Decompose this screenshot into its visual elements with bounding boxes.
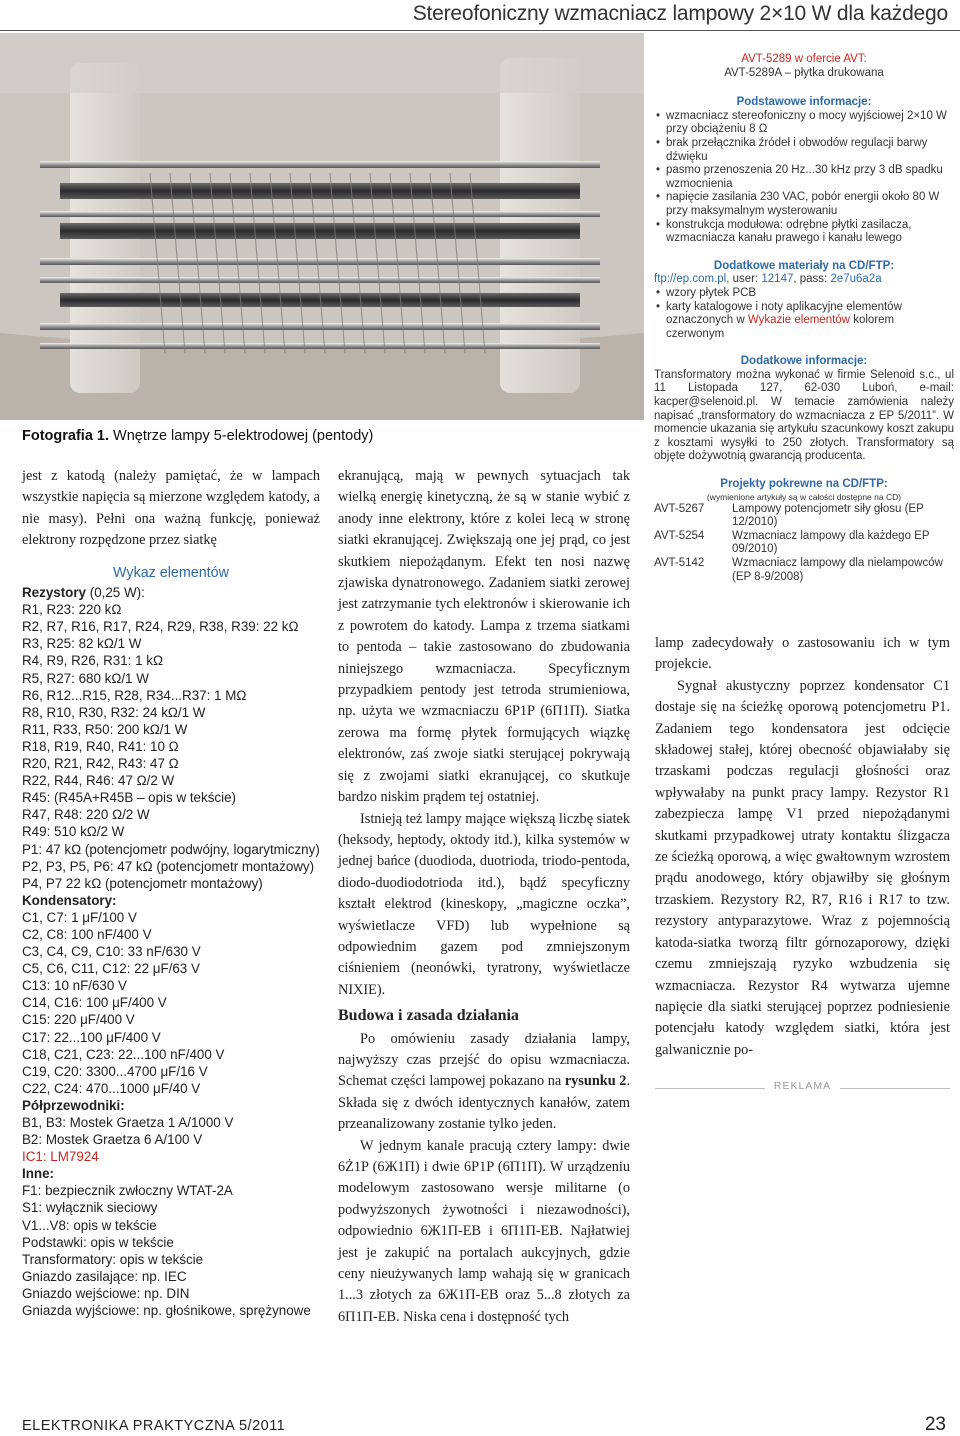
reklama-rule-right	[840, 1088, 950, 1089]
parts-category-heading	[22, 1097, 320, 1114]
avt-offer-heading: AVT-5289 w ofercie AVT:	[741, 53, 867, 65]
parts-line-text: V1...V8: opis w tekście	[22, 1217, 157, 1233]
parts-line-text: R11, R33, R50: 200 kΩ/1 W	[22, 721, 188, 737]
related-projects-heading: Projekty pokrewne na CD/FTP:	[720, 478, 888, 491]
parts-list-item	[22, 1080, 320, 1097]
parts-list-item	[22, 909, 320, 926]
col2-paragraph: Istnieją też lampy mające większą liczbę siatek (heksody, heptody, oktody itd.), kilka systemów w jednej bańce (duodioda, duotrioda, triodo-pentoda, diodo-duodiodotrioda itd.), bądź specyficzny kształt elektrod (kineskopy, „magiczne oczka”, wyświetlacze VFD) lub wypełnione są odpowiednim gazem pod zmniejszonym ciśnieniem (neonówki, tyratrony, wyświetlacze NIXIE).	[338, 810, 630, 998]
parts-list-item	[22, 618, 320, 635]
basic-info-heading: Podstawowe informacje:	[736, 96, 872, 109]
photo-caption	[22, 428, 373, 444]
additional-info-text: Transformatory można wykonać w firmie Selenoid s.c., ul 11 Listopada 127, 62-030 Luboń, e-mail: kacper@selenoid.pl. W temacie zamówienia należy napisać „transformatory do wzmacniacza z EP 5/2011”. W momencie ukazania się artykułu szacunkowy koszt zakupu z kosztami wysyłki to 250 złotych. Transformatory są objęte dożywotnią gwarancją producenta.	[654, 368, 954, 463]
figure-ref: rysunku 2	[564, 1073, 627, 1090]
section-heading: Budowa i zasada działania	[338, 1007, 519, 1025]
related-project-desc: Lampowy potencjometr siły głosu (EP 12/2010)	[732, 502, 924, 529]
parts-line-text: C19, C20: 3300...4700 μF/16 V	[22, 1063, 208, 1079]
caption-prefix: Fotografia 1.	[22, 428, 110, 444]
parts-list-item	[22, 1199, 320, 1216]
basic-info-item: • konstrukcja modułowa: odrębne płytki zasilacza, wzmacniacza kanału prawego i kanału lewego	[666, 219, 954, 246]
parts-line-text: R47, R48: 220 Ω/2 W	[22, 807, 150, 823]
parts-list	[22, 565, 320, 1319]
ftp-link[interactable]: ftp://ep.com.pl	[654, 273, 727, 286]
parts-line-text: Gniazdo wejściowe: np. DIN	[22, 1285, 190, 1301]
parts-list-item	[22, 1029, 320, 1046]
parts-list-item	[22, 1268, 320, 1285]
parts-line-text: IC1: LM7924	[22, 1149, 99, 1165]
parts-line-text: C15: 220 μF/400 V	[22, 1012, 135, 1028]
reklama-text: REKLAMA	[773, 1080, 832, 1092]
parts-line-text: C13: 10 nF/630 V	[22, 978, 127, 994]
parts-line-text: R4, R9, R26, R31: 1 kΩ	[22, 653, 164, 669]
related-project-row	[654, 557, 954, 584]
col3-paragraph: lamp zadecydowały o zastosowaniu ich w tym projekcie.	[655, 635, 950, 673]
parts-line-text: C3, C4, C9, C10: 33 nF/630 V	[22, 944, 201, 960]
extra-materials-item: • wzory płytek PCB	[666, 287, 954, 301]
parts-line-text: R20, R21, R42, R43: 47 Ω	[22, 756, 179, 772]
parts-line-text: Inne:	[22, 1166, 54, 1182]
column-3-text	[655, 633, 950, 1061]
parts-line-text: P4, P7 22 kΩ (potencjometr montażowy)	[22, 875, 263, 891]
extra-materials-item	[666, 301, 954, 342]
parts-list-item	[22, 1114, 320, 1131]
parts-line-suffix: (0,25 W):	[86, 585, 145, 601]
parts-list-item	[22, 1063, 320, 1080]
ftp-pass-label: , pass:	[793, 273, 831, 286]
parts-line-text: B1, B3: Mostek Graetza 1 A/1000 V	[22, 1115, 234, 1130]
parts-category-heading	[22, 1165, 320, 1182]
parts-line-text: R8, R10, R30, R32: 24 kΩ/1 W	[22, 704, 206, 720]
parts-list-item	[22, 721, 320, 738]
parts-list-item	[22, 738, 320, 755]
col2-paragraph	[338, 1029, 630, 1136]
parts-list-item	[22, 789, 320, 806]
col2-paragraph: ekranującą, mają w pewnych sytuacjach tak wielką energię kinetyczną, że są w stanie wybić z anody inne elektrony, które z kolei lecą w stronę siatki ekranującej. Zwiększają one jej prąd, co jest skutkiem niepożądanym. Efekt ten nosi nazwę zjawiska dynatronowego. Zadaniem siatki zerowej jest zatrzymanie tych elektronów i skierowanie ich z powrotem do katody. Lampa z trzema siatkami to pentoda – takie zastosowano do zbudowania niniejszego wzmacniacza. Specyficznym przypadkiem pentody jest tetroda strumieniowa, np. użyta we wzmacniaczu 6P1P (6П1П). Siatka zerowa ma formę płytek formujących wiązkę elektronów, zaś zwoje siatki sterującej pokrywają się z zwojami siatki ekranującej, co skutkuje bardzo niskim prądem tej ostatniej.	[338, 468, 630, 806]
parts-list-item	[22, 960, 320, 977]
related-project-row	[654, 503, 954, 530]
parts-category-heading	[22, 584, 320, 601]
related-projects-note: (wymienione artykuły są w całości dostępne na CD)	[706, 491, 902, 502]
parts-list-item	[22, 994, 320, 1011]
parts-list-item	[22, 806, 320, 823]
parts-list-title: Wykaz elementów	[113, 565, 229, 581]
parts-line-text: Transformatory: opis w tekście	[22, 1251, 204, 1267]
parts-list-item	[22, 823, 320, 840]
parts-list-item	[22, 652, 320, 669]
related-projects-table	[654, 503, 954, 585]
parts-line-text: C22, C24: 470...1000 μF/40 V	[22, 1080, 201, 1096]
related-project-row	[654, 530, 954, 557]
related-project-desc: Wzmacniacz lampowy dla nielampowców (EP 8-9/2008)	[732, 557, 943, 583]
header-rule	[0, 30, 960, 31]
parts-list-item	[22, 943, 320, 960]
parts-list-item	[22, 875, 320, 892]
parts-list-item	[22, 1302, 320, 1319]
parts-line-text: Gniazda wyjściowe: np. głośnikowe, sprężynowe	[22, 1303, 311, 1319]
parts-list-item	[22, 841, 320, 858]
parts-list-item	[22, 858, 320, 875]
parts-line-text: P2, P3, P5, P6: 47 kΩ (potencjometr montażowy)	[22, 858, 315, 874]
column-1-text: jest z katodą (należy pamiętać, że w lampach wszystkie napięcia są mierzone względem katody, a nie masy). Pełni ona ważną funkcję, ponieważ elektrony rozpędzone przez siatkę	[22, 468, 320, 549]
tube-interior-photo	[0, 33, 644, 420]
parts-line-text: Półprzewodniki:	[22, 1097, 125, 1113]
parts-line-text: P1: 47 kΩ (potencjometr podwójny, logarytmiczny)	[22, 841, 320, 857]
parts-line-text: F1: bezpiecznik zwłoczny WTAT-2A	[22, 1183, 233, 1199]
parts-line-text: Kondensatory:	[22, 892, 117, 908]
additional-info-heading: Dodatkowe informacje:	[740, 355, 868, 368]
related-project-code: AVT-5254	[654, 529, 705, 542]
parts-line-text: R1, R23: 220 kΩ	[22, 602, 122, 618]
parts-line-text: C14, C16: 100 μF/400 V	[22, 995, 167, 1011]
p3-text: Po omówieniu zasady działania lampy, najwyższy czas przejść do opisu wzmacniacza. Schemat części lampowej pokazano na	[338, 1030, 630, 1090]
parts-category-heading	[22, 892, 320, 909]
caption-text: Wnętrze lampy 5-elektrodowej (pentody)	[109, 428, 374, 444]
column-2-text	[338, 466, 630, 1328]
running-header-title: Stereofoniczny wzmacniacz lampowy 2×10 W dla każdego	[412, 2, 948, 25]
parts-list-item	[22, 755, 320, 772]
avt-pcb-line: AVT-5289A – płytka drukowana	[724, 66, 884, 79]
advertisement-label	[655, 1080, 950, 1096]
parts-list-item	[22, 1217, 320, 1234]
page-number: 23	[924, 1414, 946, 1435]
parts-list-item	[22, 687, 320, 704]
parts-line-text: R6, R12...R15, R28, R34...R37: 1 MΩ	[22, 687, 247, 703]
parts-line-text: C5, C6, C11, C12: 22 μF/63 V	[22, 961, 200, 977]
parts-list-item	[22, 1234, 320, 1251]
ftp-line	[654, 273, 954, 287]
parts-line-text: Rezystory	[22, 585, 87, 601]
parts-line-text: B2: Mostek Graetza 6 A/100 V	[22, 1132, 203, 1148]
extra-materials-heading: Dodatkowe materiały na CD/FTP:	[713, 259, 895, 272]
parts-line-text: C2, C8: 100 nF/400 V	[22, 926, 152, 942]
extra-item-suffix: kolorem czerwonym	[666, 314, 895, 340]
parts-list-item	[22, 670, 320, 687]
parts-line-text: R2, R7, R16, R17, R24, R29, R38, R39: 22 kΩ	[22, 619, 299, 635]
p3-text-end: . Składa się z dwóch identycznych kanałów, zatem przeanalizowany zostanie tylko jeden.	[338, 1073, 631, 1133]
parts-list-item	[22, 601, 320, 618]
parts-line-text: Gniazdo zasilające: np. IEC	[22, 1268, 187, 1284]
ftp-user: 12147	[761, 273, 794, 286]
parts-list-item	[22, 1251, 320, 1268]
basic-info-item: • pasmo przenoszenia 20 Hz...30 kHz przy 3 dB spadku wzmocnienia	[666, 164, 954, 191]
parts-line-text: R18, R19, R40, R41: 10 Ω	[22, 738, 179, 754]
parts-list-item	[22, 977, 320, 994]
basic-info-item: • wzmacniacz stereofoniczny o mocy wyjściowej 2×10 W przy obciążeniu 8 Ω	[666, 110, 954, 137]
parts-list-item	[22, 1011, 320, 1028]
magazine-issue: ELEKTRONIKA PRAKTYCZNA 5/2011	[22, 1418, 286, 1434]
parts-line-text: R22, R44, R46: 47 Ω/2 W	[22, 773, 175, 789]
parts-list-item	[22, 1046, 320, 1063]
parts-list-item	[22, 926, 320, 943]
related-project-desc: Wzmacniacz lampowy dla każdego EP 09/2010)	[732, 529, 930, 556]
ftp-user-label: , user:	[726, 273, 762, 286]
related-project-code: AVT-5267	[654, 502, 705, 515]
tube-interior-illustration	[0, 33, 644, 420]
related-project-code: AVT-5142	[654, 557, 705, 569]
col3-paragraph: Sygnał akustyczny poprzez kondensator C1 dostaje się na ścieżkę oporową potencjometru P1. Zadaniem tego kondensatora jest odcięcie składowej stałej, której obecność objawiałaby się trzaskami podczas regulacji głośności oraz wpływałaby na punkt pracy lampy. Rezystor R1 zabezpiecza lampę V1 przed niepożądanymi skutkami przypadkowej utraty kontaktu ślizgacza ze ścieżką oporową, a więc gwałtownym wzrostem prądu anodowego, który objawiłby się głośnym trzaskiem. Rezystory R2, R7, R16 i R17 to tzw. rezystory antyparazytowe. Wraz z pojemnością katoda-siatka tworzą filtr górnozaporowy, dzięki czemu zmniejszają ryzyko wzbudzenia się wzmacniacza. Rezystor R4 wytwarza ujemne napięcie dla siatki sterującej poprzez podniesienie potencjału katody względem siatki, która jest galwanicznie po-	[655, 677, 950, 1058]
parts-line-text: C17: 22...100 μF/400 V	[22, 1029, 161, 1045]
parts-list-item	[22, 635, 320, 652]
parts-list-lines	[22, 584, 320, 1319]
ftp-pass: 2e7u6a2a	[830, 273, 882, 286]
parts-line-text: C1, C7: 1 μF/100 V	[22, 909, 137, 925]
extra-item-text: karty katalogowe i noty aplikacyjne elementów oznaczonych w	[666, 300, 902, 327]
parts-line-text: R49: 510 kΩ/2 W	[22, 824, 125, 840]
parts-list-item	[22, 704, 320, 721]
parts-list-item	[22, 1182, 320, 1199]
basic-info-item: • napięcie zasilania 230 VAC, pobór energii około 80 W przy maksymalnym wysterowaniu	[666, 191, 954, 218]
info-sidebar	[654, 53, 954, 584]
parts-list-item	[22, 772, 320, 789]
extra-materials-list	[654, 287, 954, 341]
parts-line-text: Podstawki: opis w tekście	[22, 1234, 174, 1250]
parts-line-text: C18, C21, C23: 22...100 nF/400 V	[22, 1046, 225, 1062]
parts-line-text: R3, R25: 82 kΩ/1 W	[22, 636, 142, 652]
parts-list-item	[22, 1131, 320, 1148]
parts-list-item	[22, 1148, 320, 1165]
basic-info-list	[654, 110, 954, 246]
parts-line-text: R5, R27: 680 kΩ/1 W	[22, 670, 149, 686]
parts-line-text: R45: (R45A+R45B – opis w tekście)	[22, 790, 236, 806]
col2-paragraph: W jednym kanale pracują cztery lampy: dwie 6Ż1P (6Ж1П) i dwie 6P1P (6П1П). W urządzeniu modelowym zastosowano wersje militarne (o podwyższonych żywotności i niezawodności), odpowiednio 6Ж1П-ЕВ i 6П1П-ЕВ. Najłatwiej jest je zakupić na portalach aukcyjnych, gdzie ceny nieużywanych lamp wahają się w granicach 1...3 złotych za 6Ж1П-ЕВ oraz 5...8 złotych za 6П1П-ЕВ. Niska cena i dostępność tych	[338, 1137, 630, 1325]
parts-list-item	[22, 1285, 320, 1302]
parts-list-link: Wykazie elementów	[747, 314, 850, 327]
basic-info-item: • brak przełącznika źródeł i obwodów regulacji barwy dźwięku	[666, 137, 954, 164]
parts-line-text: S1: wyłącznik sieciowy	[22, 1200, 158, 1216]
